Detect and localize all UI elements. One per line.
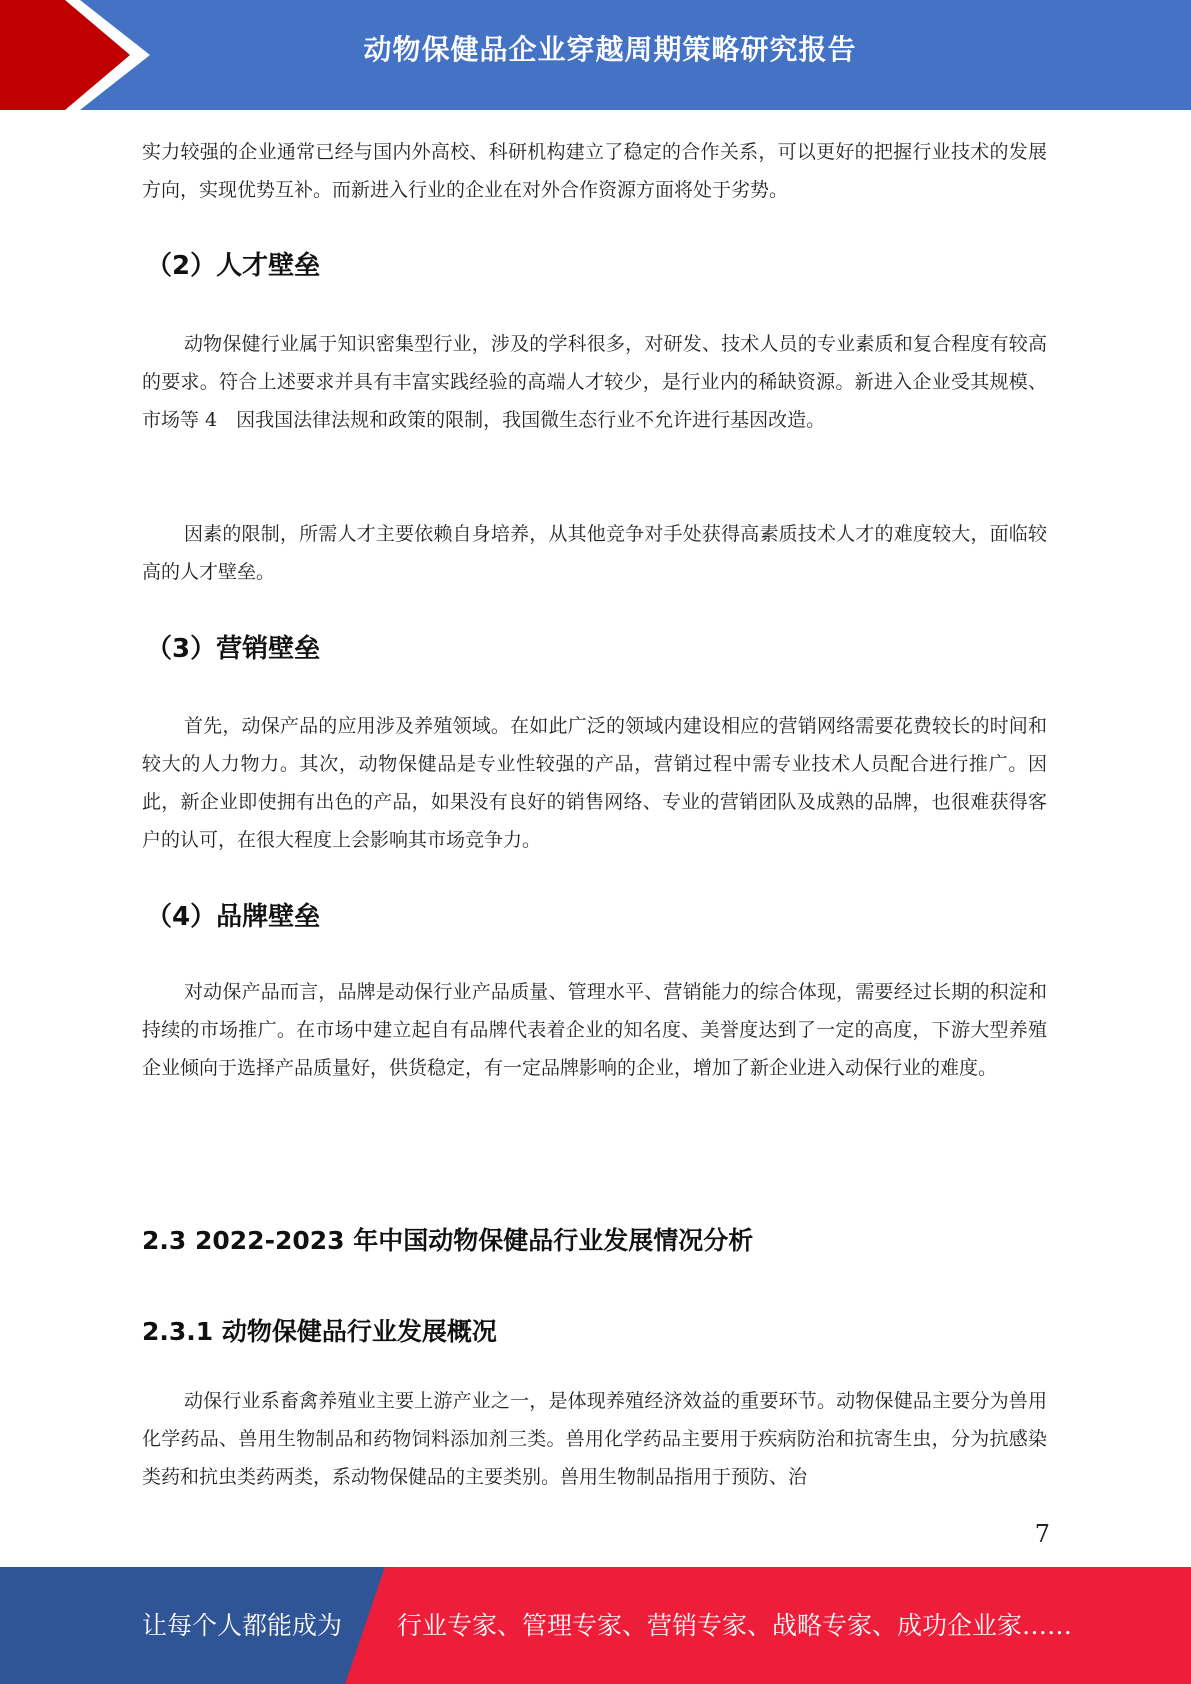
heading-section-2-3-1: 2.3.1 动物保健品行业发展概况 <box>142 1317 497 1346</box>
heading-section-2-3: 2.3 2022-2023 年中国动物保健品行业发展情况分析 <box>142 1226 754 1255</box>
heading-brand-barrier: （4）品牌壁垒 <box>146 902 321 932</box>
page-header <box>0 0 1191 110</box>
paragraph-intro: 实力较强的企业通常已经与国内外高校、科研机构建立了稳定的合作关系，可以更好的把握行业技术的发展方向，实现优势互补。而新进入行业的企业在对外合作资源方面将处于劣势。 <box>142 141 1047 201</box>
paragraph-brand: 对动保产品而言，品牌是动保行业产品质量、管理水平、营销能力的综合体现，需要经过长期的积淀和持续的市场推广。在市场中建立起自有品牌代表着企业的知名度、美誉度达到了一定的高度，下游大型养殖企业倾向于选择产品质量好，供货稳定，有一定品牌影响的企业，增加了新企业进入动保行业的难度。 <box>142 981 1047 1079</box>
heading-marketing-barrier: （3）营销壁垒 <box>146 634 321 664</box>
paragraph-talent-2: 因素的限制，所需人才主要依赖自身培养，从其他竞争对手处获得高素质技术人才的难度较大，面临较高的人才壁垒。 <box>142 523 1047 583</box>
footer-slogan-left: 让每个人都能成为 <box>142 1611 343 1640</box>
paragraph-overview: 动保行业系畜禽养殖业主要上游产业之一，是体现养殖经济效益的重要环节。动物保健品主要分为兽用化学药品、兽用生物制品和药物饲料添加剂三类。兽用化学药品主要用于疾病防治和抗寄生虫，分为抗感染类药和抗虫类药两类，系动物保健品的主要类别。兽用生物制品指用于预防、治 <box>142 1390 1047 1488</box>
heading-talent-barrier: （2）人才壁垒 <box>146 251 321 281</box>
page-footer <box>0 1567 1191 1684</box>
report-title: 动物保健品企业穿越周期策略研究报告 <box>363 33 857 66</box>
footer-slogan-right: 行业专家、管理专家、营销专家、战略专家、成功企业家…… <box>397 1611 1073 1640</box>
page-number: 7 <box>1034 1520 1050 1548</box>
paragraph-marketing: 首先，动保产品的应用涉及养殖领域。在如此广泛的领域内建设相应的营销网络需要花费较长的时间和较大的人力物力。其次，动物保健品是专业性较强的产品，营销过程中需专业技术人员配合进行推广。因此，新企业即使拥有出色的产品，如果没有良好的销售网络、专业的营销团队及成熟的品牌，也很难获得客户的认可，在很大程度上会影响其市场竞争力。 <box>142 715 1047 851</box>
paragraph-talent-1: 动物保健行业属于知识密集型行业，涉及的学科很多，对研发、技术人员的专业素质和复合程度有较高的要求。符合上述要求并具有丰富实践经验的高端人才较少，是行业内的稀缺资源。新进入企业受其规模、市场等 4 因我国法律法规和政策的限制，我国微生态行业不允许进行基因改造。 <box>142 333 1047 431</box>
